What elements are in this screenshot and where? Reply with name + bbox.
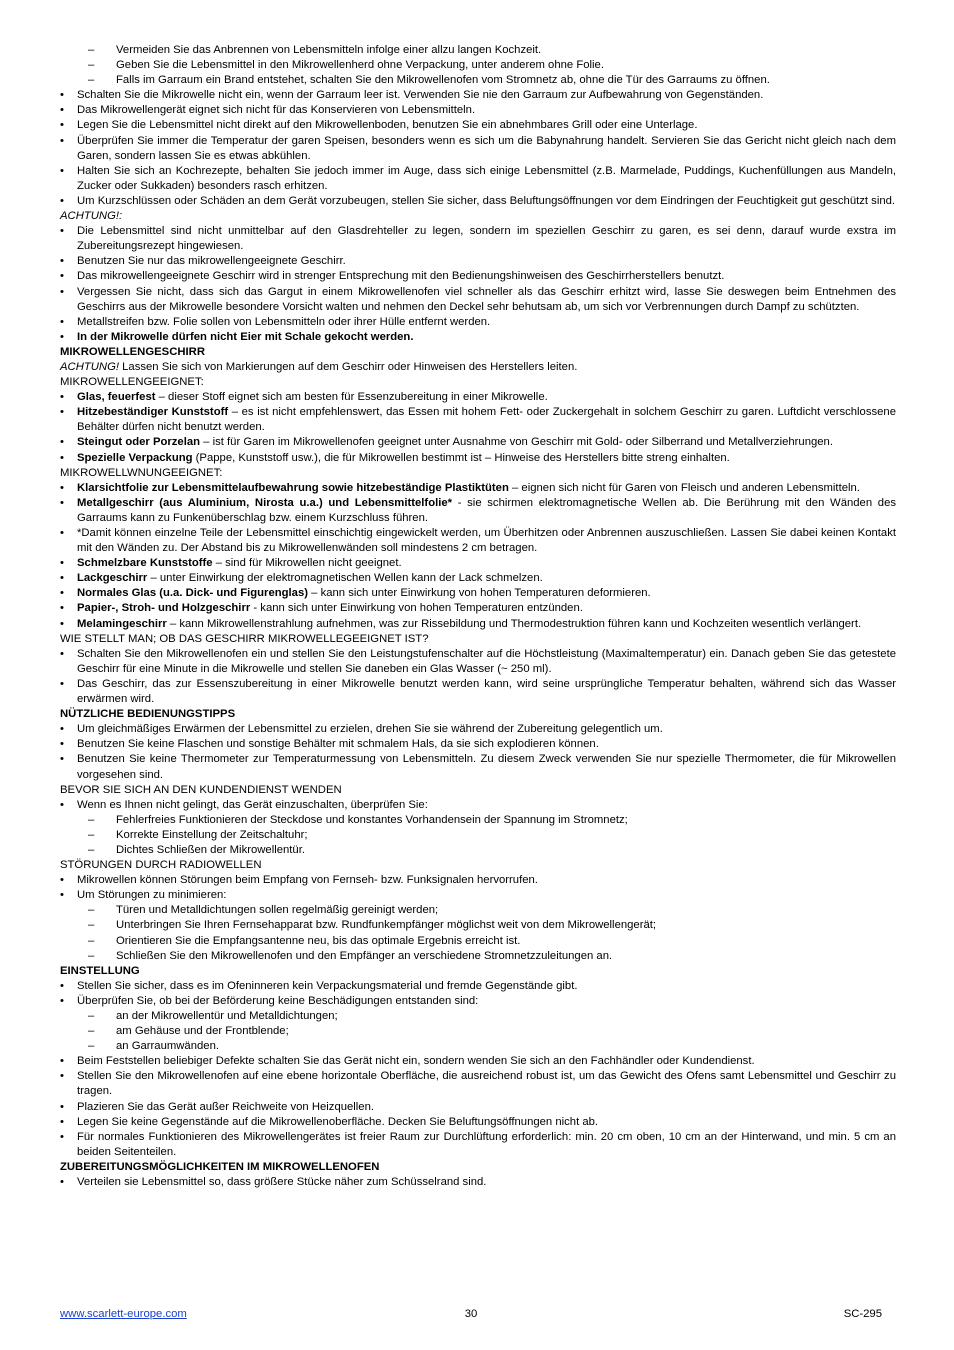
line-text	[116, 918, 896, 933]
list-item	[60, 1009, 896, 1024]
text-run: Um Störungen zu minimieren:	[77, 889, 227, 902]
line-text	[77, 994, 896, 1009]
list-item	[60, 601, 896, 616]
text-run: Wenn es Ihnen nicht gelingt, das Gerät einzuschalten, überprüfen Sie:	[77, 798, 428, 811]
text-run: Um Kurzschlüssen oder Schäden an dem Gerät vorzubeugen, stellen Sie sicher, dass Beluftungsöffnungen vor dem Eindringen der Feuchtigkeit gut geschützt sind.	[77, 194, 896, 207]
bold-text: EINSTELLUNG	[60, 964, 140, 977]
bold-text: In der Mikrowelle dürfen nicht Eier mit Schale gekocht werden.	[77, 330, 414, 343]
bullet-marker: •	[60, 647, 64, 660]
italic-text: ACHTUNG!	[60, 360, 119, 373]
list-item	[60, 979, 896, 994]
list-item	[60, 737, 896, 752]
line-text	[116, 1024, 896, 1039]
line-text	[60, 345, 896, 360]
line-text	[60, 375, 896, 390]
line-text	[77, 330, 896, 345]
text-run: Schließen Sie den Mikrowellenofen und den Empfänger an verschiedene Stromnetzzuleitungen an.	[116, 949, 613, 962]
line-text	[77, 164, 896, 194]
paragraph	[60, 375, 896, 390]
dash-marker: –	[88, 59, 95, 72]
list-item	[60, 390, 896, 405]
line-text	[77, 752, 896, 782]
text-run: - sie schirmen elektromagnetische Wellen ab. Die Berührung mit den Wänden des Garraums kann zu Funkenüberschlag bzw. einem Kurzschluss führen.	[77, 496, 896, 524]
text-run: Legen Sie keine Gegenstände auf die Mikrowellenoberfläche. Decken Sie Beluftungsöffnungen nicht ab.	[77, 1115, 599, 1128]
line-text	[116, 1009, 896, 1024]
list-item	[60, 88, 896, 103]
dash-marker: –	[88, 74, 95, 87]
list-item	[60, 1130, 896, 1160]
line-text	[77, 737, 896, 752]
line-text	[77, 103, 896, 118]
list-item	[60, 43, 896, 58]
list-item	[60, 451, 896, 466]
bullet-marker: •	[60, 1115, 64, 1128]
bold-text: ZUBEREITUNGSMÖGLICHKEITEN IM MIKROWELLENOFEN	[60, 1160, 380, 1173]
line-text	[77, 1100, 896, 1115]
list-item	[60, 134, 896, 164]
text-run: Lassen Sie sich von Markierungen auf dem Geschirr oder Hinweisen des Herstellers leiten.	[119, 360, 578, 373]
paragraph	[60, 632, 896, 647]
model-number: SC-295	[843, 1308, 882, 1320]
paragraph	[60, 1160, 896, 1175]
list-item	[60, 994, 896, 1009]
list-item	[60, 496, 896, 526]
bold-text: MIKROWELLENGESCHIRR	[60, 345, 205, 358]
line-text	[77, 451, 896, 466]
bullet-marker: •	[60, 602, 64, 615]
list-item	[60, 481, 896, 496]
line-text	[77, 496, 896, 526]
line-text	[116, 1039, 896, 1054]
text-run: Überprüfen Sie, ob bei der Beförderung keine Beschädigungen entstanden sind:	[77, 994, 479, 1007]
text-run: Vergessen Sie nicht, dass sich das Gargut in einem Mikrowellenofen viel schneller als das Geschirr erhitzt wird, lasse Sie deswegen beim Entnehmen des Geschirrs aus der Mikrowelle besondere Vorsicht walten und nehmen den Deckel sehr behutsam ab, um sich vor Verbrennungen durch Dampf zu schützten.	[77, 285, 896, 313]
bold-text: Glas, feuerfest	[77, 391, 156, 404]
list-item	[60, 949, 896, 964]
line-text	[77, 1175, 896, 1190]
bullet-marker: •	[60, 723, 64, 736]
bullet-marker: •	[60, 527, 64, 539]
list-item	[60, 526, 896, 556]
list-item	[60, 617, 896, 632]
line-text	[77, 571, 896, 586]
text-run: Mikrowellen können Störungen beim Empfang von Fernseh- bzw. Funksignalen hervorrufen.	[77, 874, 538, 887]
line-text	[60, 707, 896, 722]
bullet-marker: •	[60, 496, 64, 509]
line-text	[77, 224, 896, 254]
text-run: Benutzen Sie nur das mikrowellengeeignete Geschirr.	[77, 255, 346, 268]
list-item	[60, 934, 896, 949]
line-text	[77, 556, 896, 571]
bullet-marker: •	[60, 1176, 64, 1189]
line-text	[116, 828, 896, 843]
list-item	[60, 1115, 896, 1130]
text-run: – sind für Mikrowellen nicht geeignet.	[212, 557, 402, 570]
text-run: Korrekte Einstellung der Zeitschaltuhr;	[116, 828, 308, 841]
text-run: Legen Sie die Lebensmittel nicht direkt auf den Mikrowellenboden, benutzen Sie ein abnehmbares Grill oder eine Unterlage.	[77, 119, 698, 132]
list-item	[60, 164, 896, 194]
list-item	[60, 1175, 896, 1190]
bold-text: Hitzebeständiger Kunststoff	[77, 406, 229, 419]
text-run: an der Mikrowellentür und Metalldichtungen;	[116, 1010, 338, 1022]
list-item	[60, 903, 896, 918]
text-run: BEVOR SIE SICH AN DEN KUNDENDIENST WENDEN	[60, 783, 342, 796]
line-text	[77, 798, 896, 813]
line-text	[116, 58, 896, 73]
bold-text: Metallgeschirr (aus Aluminium, Nirosta u.a.) und Lebensmittelfolie*	[77, 496, 453, 509]
text-run: (Pappe, Kunststoff usw.), die für Mikrowellen bestimmt ist – Hinweise des Herstellers bitte streng einhalten.	[192, 451, 730, 464]
list-item	[60, 752, 896, 782]
text-run: WIE STELLT MAN; OB DAS GESCHIRR MIKROWELLEGEEIGNET IST?	[60, 632, 429, 645]
bold-text: Lackgeschirr	[77, 572, 148, 585]
text-run: MIKROWELLWNUNGEEIGNET:	[60, 466, 223, 479]
line-text	[60, 783, 896, 798]
list-item	[60, 798, 896, 813]
text-run: Benutzen Sie keine Flaschen und sonstige Behälter mit schmalem Hals, da sie sich explodieren können.	[77, 738, 599, 751]
bullet-marker: •	[60, 1070, 64, 1083]
text-run: – kann Mikrowellenstrahlung aufnehmen, was zur Rissebildung und Thermodestruktion führen kann und Kochzeiten wesentlich verlängert.	[166, 617, 862, 630]
paragraph	[60, 466, 896, 481]
text-run: Türen und Metalldichtungen sollen regelmäßig gereinigt werden;	[116, 904, 439, 917]
line-text	[116, 949, 896, 964]
text-run: Halten Sie sich an Kochrezepte, behalten Sie jedoch immer im Auge, dass sich einige Lebensmittel (z.B. Marmelade, Puddings, Kuchenfüllungen aus Mandeln, Zucker oder Sukkaden) besonders rasch erhitzen.	[77, 164, 896, 192]
bullet-marker: •	[60, 330, 64, 343]
line-text	[77, 194, 896, 209]
list-item	[60, 586, 896, 601]
line-text	[77, 677, 896, 707]
bullet-marker: •	[60, 104, 64, 117]
list-item	[60, 103, 896, 118]
paragraph	[60, 345, 896, 360]
bullet-marker: •	[60, 194, 64, 207]
dash-marker: –	[88, 843, 95, 856]
bullet-marker: •	[60, 889, 64, 902]
text-run: Stellen Sie den Mikrowellenofen auf eine ebene horizontale Oberfläche, die ausreichend robust ist, um das Gewicht des Ofens samt Lebensmittel und Geschirr zu tragen.	[77, 1070, 896, 1098]
bullet-marker: •	[60, 753, 64, 766]
bold-text: Steingut oder Porzelan	[77, 436, 201, 449]
bullet-marker: •	[60, 572, 64, 585]
bullet-marker: •	[60, 874, 64, 887]
list-item	[60, 315, 896, 330]
dash-marker: –	[88, 1025, 95, 1038]
text-run: – kann sich unter Einwirkung von hohen Temperaturen deformieren.	[308, 587, 651, 600]
list-item	[60, 813, 896, 828]
bullet-marker: •	[60, 798, 64, 811]
paragraph	[60, 858, 896, 873]
bullet-marker: •	[60, 557, 64, 570]
line-text	[77, 390, 896, 405]
list-item	[60, 888, 896, 903]
bullet-marker: •	[60, 285, 64, 298]
line-text	[60, 1160, 896, 1175]
line-text	[60, 209, 896, 224]
line-text	[77, 1069, 896, 1099]
list-item	[60, 1039, 896, 1054]
line-text	[77, 617, 896, 632]
line-text	[77, 1054, 896, 1069]
text-run: Beim Feststellen beliebiger Defekte schalten Sie das Gerät nicht ein, sondern wenden Sie sich an den Fachhändler oder Kundendienst.	[77, 1055, 755, 1068]
bullet-marker: •	[60, 255, 64, 268]
bullet-marker: •	[60, 315, 64, 328]
line-text	[116, 43, 896, 58]
line-text	[77, 722, 896, 737]
text-run: Fehlerfreies Funktionieren der Steckdose und konstantes Vorhandensein der Spannung im Stromnetz;	[116, 813, 628, 826]
text-run: Falls im Garraum ein Brand entstehet, schalten Sie den Mikrowellenofen vom Stromnetz ab, ohne die Tür des Garraums zu öffnen.	[116, 74, 770, 87]
document-body	[60, 43, 896, 1190]
line-text	[77, 118, 896, 133]
line-text	[60, 632, 896, 647]
line-text	[60, 964, 896, 979]
line-text	[60, 466, 896, 481]
dash-marker: –	[88, 934, 95, 947]
text-run: Schalten Sie die Mikrowelle nicht ein, wenn der Garraum leer ist. Verwenden Sie nie den Garraum zur Aufbewahrung von Gegenständen.	[77, 89, 764, 102]
list-item	[60, 571, 896, 586]
line-text	[77, 435, 896, 450]
bullet-marker: •	[60, 270, 64, 283]
text-run: *Damit können einzelne Teile der Lebensmittel einschichtig eingewickelt werden, um Überhitzen oder Anbrennen auszuschließen. Lassen Sie dabei keinen Kontakt mit den Wänden zu. Der Abstand bis zu Mikrowellenwänden soll mindestens 2 cm betragen.	[77, 527, 896, 555]
dash-marker: –	[88, 904, 95, 917]
line-text	[77, 586, 896, 601]
list-item	[60, 194, 896, 209]
text-run: Plazieren Sie das Gerät außer Reichweite von Heizquellen.	[77, 1100, 375, 1113]
list-item	[60, 73, 896, 88]
list-item	[60, 677, 896, 707]
bold-text: Normales Glas (u.a. Dick- und Figurenglas)	[77, 587, 309, 600]
list-item	[60, 330, 896, 345]
bold-text: NÜTZLICHE BEDIENUNGSTIPPS	[60, 708, 236, 721]
page-footer	[60, 1307, 882, 1323]
bullet-marker: •	[60, 1130, 64, 1143]
bullet-marker: •	[60, 994, 64, 1007]
line-text	[77, 888, 896, 903]
line-text	[77, 254, 896, 269]
list-item	[60, 843, 896, 858]
text-run: Vermeiden Sie das Anbrennen von Lebensmitteln infolge einer allzu langen Kochzeit.	[116, 44, 542, 56]
paragraph	[60, 360, 896, 375]
text-run: – unter Einwirkung der elektromagnetischen Wellen kann der Lack schmelzen.	[147, 572, 543, 585]
text-run: an Garraumwänden.	[116, 1040, 219, 1053]
bullet-marker: •	[60, 677, 64, 690]
bold-text: Schmelzbare Kunststoffe	[77, 557, 213, 570]
text-run: Das mikrowellengeeignete Geschirr wird in strenger Entsprechung mit den Bedienungshinweisen des Geschirrherstellers benutzt.	[77, 270, 725, 283]
list-item	[60, 873, 896, 888]
list-item	[60, 556, 896, 571]
line-text	[116, 73, 896, 88]
text-run: Benutzen Sie keine Thermometer zur Temperaturmessung von Lebensmitteln. Zu diesem Zweck verwenden Sie nur spezielle Thermometer, die für Mikrowellen vorgesehen sind.	[77, 753, 896, 781]
list-item	[60, 405, 896, 435]
line-text	[77, 481, 896, 496]
bullet-marker: •	[60, 406, 64, 419]
bullet-marker: •	[60, 134, 64, 147]
text-run: Verteilen sie Lebensmittel so, dass größere Stücke näher zum Schüsselrand sind.	[77, 1176, 487, 1189]
dash-marker: –	[88, 813, 95, 826]
line-text	[116, 903, 896, 918]
dash-marker: –	[88, 1040, 95, 1053]
bullet-marker: •	[60, 481, 64, 494]
list-item	[60, 269, 896, 284]
list-item	[60, 1024, 896, 1039]
text-run: Um gleichmäßiges Erwärmen der Lebensmittel zu erzielen, drehen Sie sie während der Zubereitung gelegentlich um.	[77, 723, 663, 736]
dash-marker: –	[88, 949, 95, 962]
italic-text: ACHTUNG!:	[60, 210, 123, 223]
bullet-marker: •	[60, 617, 64, 630]
list-item	[60, 1054, 896, 1069]
text-run: Metallstreifen bzw. Folie sollen von Lebensmitteln oder ihrer Hülle entfernt werden.	[77, 315, 491, 328]
line-text	[77, 269, 896, 284]
line-text	[116, 813, 896, 828]
bullet-marker: •	[60, 587, 64, 600]
line-text	[116, 934, 896, 949]
line-text	[77, 873, 896, 888]
text-run: Geben Sie die Lebensmittel in den Mikrowellenherd ohne Verpackung, unter anderem ohne Folie.	[116, 59, 604, 72]
bold-text: Melamingeschirr	[77, 617, 167, 630]
list-item	[60, 254, 896, 269]
dash-marker: –	[88, 1010, 95, 1022]
website-link[interactable]: www.scarlett-europe.com	[60, 1308, 187, 1320]
text-run: Stellen Sie sicher, dass es im Ofeninneren kein Verpackungsmaterial und fremde Gegenstände gibt.	[77, 979, 578, 992]
line-text	[77, 405, 896, 435]
text-run: Das Geschirr, das zur Essenszubereitung in einer Mikrowelle benutzt werden kann, wird seine ursprüngliche Temperatur behalten, während sich das Wasser erwärmen wird.	[77, 677, 896, 706]
line-text	[77, 285, 896, 315]
bullet-marker: •	[60, 391, 64, 404]
list-item	[60, 118, 896, 133]
list-item	[60, 1069, 896, 1099]
bullet-marker: •	[60, 89, 64, 102]
line-text	[77, 1130, 896, 1160]
bold-text: Papier-, Stroh- und Holzgeschirr	[77, 602, 251, 615]
line-text	[77, 979, 896, 994]
paragraph	[60, 964, 896, 979]
list-item	[60, 435, 896, 450]
text-run: Dichtes Schließen der Mikrowellentür.	[116, 843, 305, 856]
bullet-marker: •	[60, 738, 64, 751]
line-text	[60, 360, 896, 375]
text-run: STÖRUNGEN DURCH RADIOWELLEN	[60, 859, 262, 872]
bullet-marker: •	[60, 164, 64, 177]
text-run: Die Lebensmittel sind nicht unmittelbar auf den Glasdrehteller zu legen, sondern im speziellen Geschirr zu garen, es sei denn, darauf wurde exstra im Zubereitungsrezept hingewiesen.	[77, 225, 896, 253]
list-item	[60, 58, 896, 73]
bullet-marker: •	[60, 119, 64, 132]
bold-text: Spezielle Verpackung	[77, 451, 193, 464]
paragraph	[60, 783, 896, 798]
list-item	[60, 1100, 896, 1115]
line-text	[77, 601, 896, 616]
text-run: Schalten Sie den Mikrowellenofen ein und stellen Sie den Leistungstufenschalter auf die Höchstleistung (Maximaltemperatur) ein. Danach geben Sie das getestete Geschirr für eine Minute in die Mikrowelle und stellen Sie daneben ein Glas Wasser (~ 250 ml).	[77, 647, 896, 675]
text-run: Das Mikrowellengerät eignet sich nicht für das Konservieren von Lebensmitteln.	[77, 104, 476, 117]
list-item	[60, 647, 896, 677]
dash-marker: –	[88, 828, 95, 841]
bullet-marker: •	[60, 436, 64, 449]
text-run: am Gehäuse und der Frontblende;	[116, 1025, 289, 1038]
text-run: MIKROWELLENGEEIGNET:	[60, 376, 204, 389]
text-run: - kann sich unter Einwirkung von hohen Temperaturen entzünden.	[250, 602, 583, 615]
bullet-marker: •	[60, 1100, 64, 1113]
dash-marker: –	[88, 44, 95, 56]
line-text	[77, 134, 896, 164]
list-item	[60, 918, 896, 933]
paragraph	[60, 707, 896, 722]
text-run: – eignen sich nicht für Garen von Fleisch und anderen Lebensmitteln.	[508, 481, 860, 494]
line-text	[116, 843, 896, 858]
text-run: – dieser Stoff eignet sich am besten für Essenzubereitung in einer Mikrowelle.	[155, 391, 548, 404]
dash-marker: –	[88, 919, 95, 932]
bullet-marker: •	[60, 979, 64, 992]
list-item	[60, 828, 896, 843]
line-text	[77, 88, 896, 103]
bullet-marker: •	[60, 1055, 64, 1068]
line-text	[77, 1115, 896, 1130]
text-run: Orientieren Sie die Empfangsantenne neu, bis das optimale Ergebnis erreicht ist.	[116, 934, 521, 947]
text-run: Unterbringen Sie Ihren Fernsehapparat bzw. Rundfunkempfänger möglichst weit von dem Mikrowellengerät;	[116, 919, 657, 932]
bullet-marker: •	[60, 225, 64, 238]
paragraph	[60, 209, 896, 224]
list-item	[60, 285, 896, 315]
list-item	[60, 224, 896, 254]
bullet-marker: •	[60, 451, 64, 464]
line-text	[60, 858, 896, 873]
page-number: 30	[464, 1308, 478, 1320]
bold-text: Klarsichtfolie zur Lebensmittelaufbewahrung sowie hitzebeständige Plastiktüten	[77, 481, 509, 494]
text-run: Überprüfen Sie immer die Temperatur der garen Speisen, besonders wenn es sich um die Babynahrung handelt. Servieren Sie das Gericht nicht gleich nach dem Garen, sondern lassen Sie es etwas abkühlen.	[77, 134, 896, 162]
line-text	[77, 647, 896, 677]
text-run: Für normales Funktionieren des Mikrowellengerätes ist freier Raum zur Durchlüftung erforderlich: min. 20 cm oben, 10 cm an der Hinterwand, und min. 5 cm an beiden Seitenteilen.	[77, 1130, 896, 1158]
line-text	[77, 526, 896, 556]
list-item	[60, 722, 896, 737]
text-run: – ist für Garen im Mikrowellenofen geeignet unter Ausnahme von Geschirr mit Gold- oder Silberrand und Metallverziehrungen.	[200, 436, 833, 449]
line-text	[77, 315, 896, 330]
text-run: – es ist nicht empfehlenswert, das Essen mit hohem Fett- oder Zuckergehalt in solchem Geschirr zu garen. Luftdicht verschlossene Behälter dürfen nicht benutzt werden.	[77, 406, 896, 434]
